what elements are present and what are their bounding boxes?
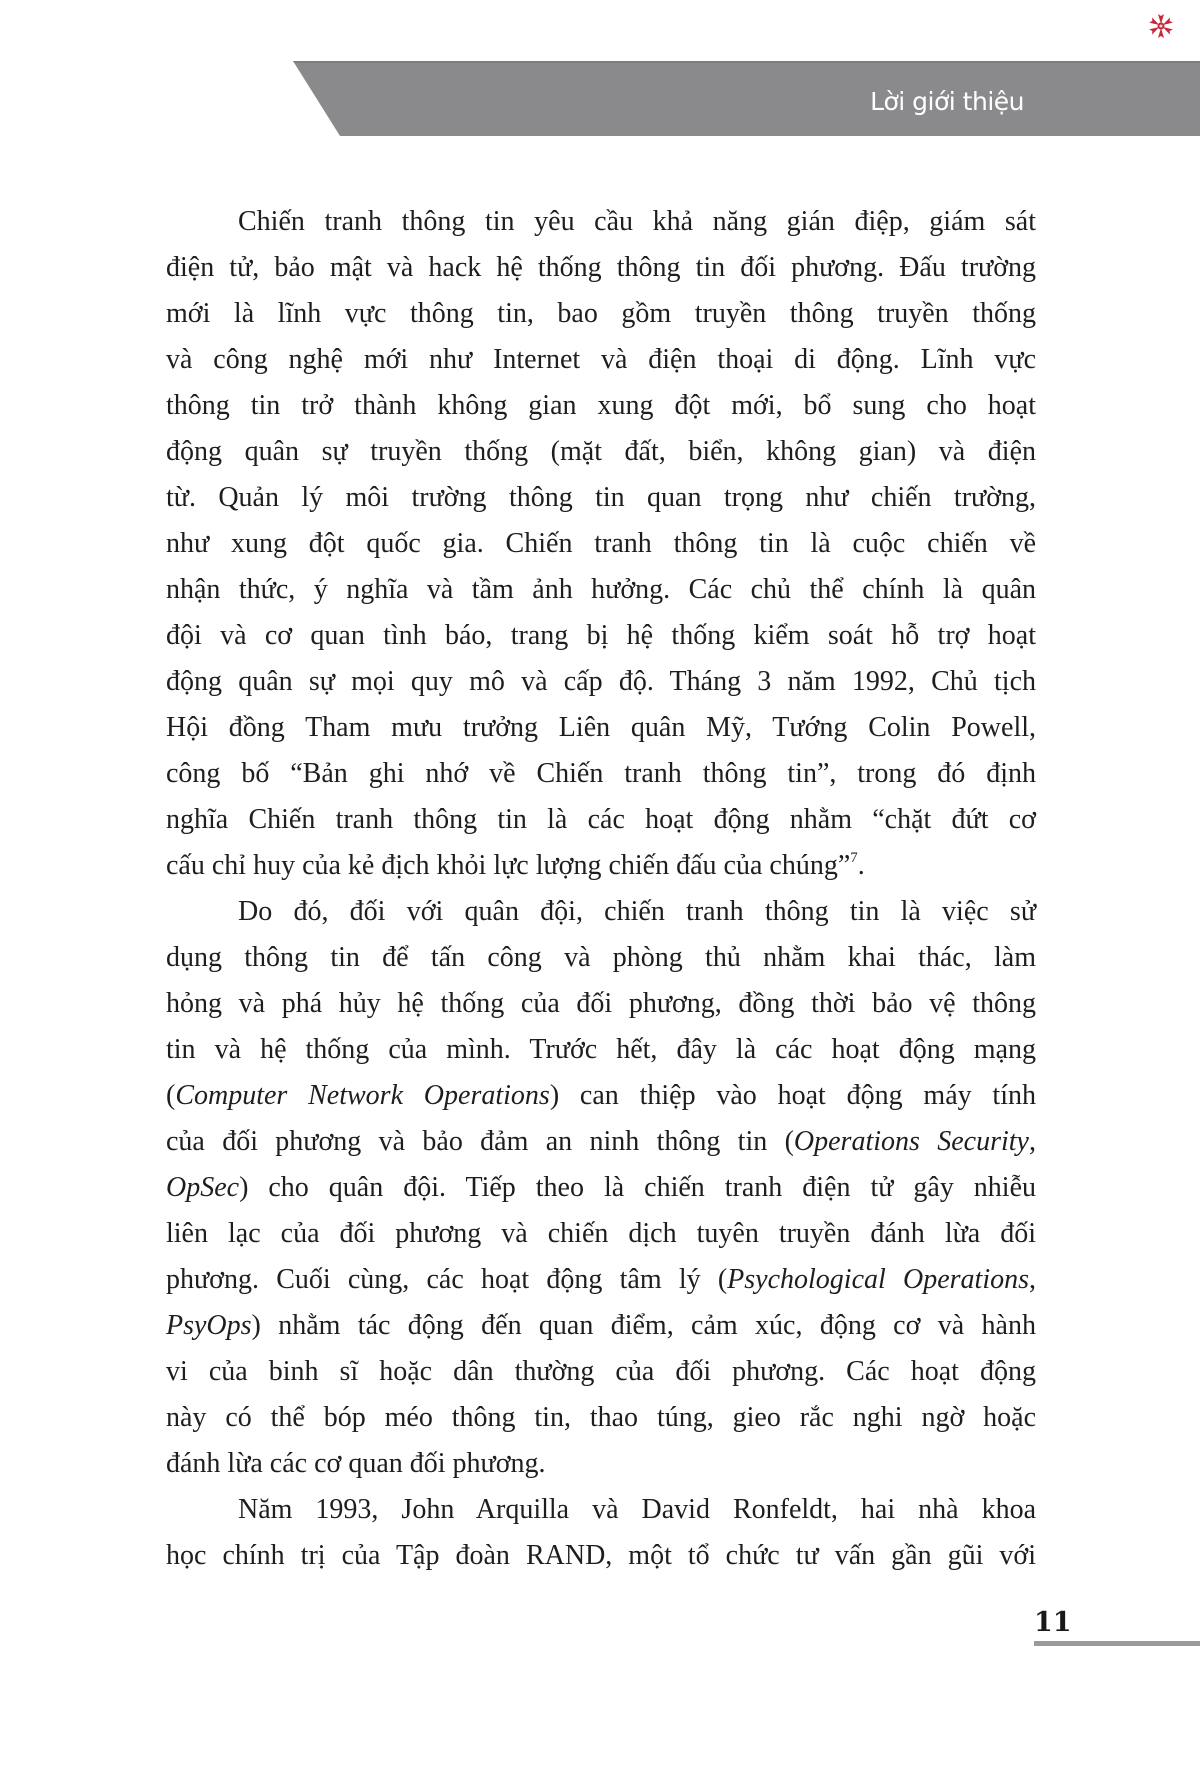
text-line: thông tin trở thành không gian xung đột mới, bổ sung cho hoạt (166, 390, 1036, 421)
text-line: dụng thông tin để tấn công và phòng thủ nhằm khai thác, làm (166, 942, 1036, 973)
text-line (166, 1073, 1036, 1119)
text-line: mới là lĩnh vực thông tin, bao gồm truyền thông truyền thống (166, 298, 1036, 329)
text-line-content: ) cho quân đội. Tiếp theo là chiến tranh điện tử gây nhiễu (239, 1172, 1036, 1203)
text-line: Chiến tranh thông tin yêu cầu khả năng gián điệp, giám sát (238, 206, 1036, 237)
text-line: học chính trị của Tập đoàn RAND, một tổ chức tư vấn gần gũi với (166, 1540, 1036, 1571)
text-line: đội và cơ quan tình báo, trang bị hệ thống kiểm soát hỗ trợ hoạt (166, 620, 1036, 651)
paragraph-1 (166, 199, 1036, 889)
text-line: nghĩa Chiến tranh thông tin là các hoạt động nhằm “chặt đứt cơ (166, 804, 1036, 835)
text-line: liên lạc của đối phương và chiến dịch tuyên truyền đánh lừa đối (166, 1218, 1036, 1249)
italic-term: Psychological Operations (727, 1264, 1029, 1295)
text-line-content: ) can thiệp vào hoạt động máy tính (549, 1080, 1036, 1111)
text-line: từ. Quản lý môi trường thông tin quan trọng như chiến trường, (166, 482, 1036, 513)
text-line (166, 1165, 1036, 1211)
text-line-content: , (1029, 1264, 1036, 1295)
paren-open: ( (166, 1080, 176, 1111)
paragraph-3 (166, 1487, 1036, 1579)
section-title: Lời giới thiệu (870, 87, 1024, 116)
text-line: Do đó, đối với quân đội, chiến tranh thông tin là việc sử (238, 896, 1036, 927)
text-line: này có thể bóp méo thông tin, thao túng, gieo rắc nghi ngờ hoặc (166, 1402, 1036, 1433)
text-line-content: cấu chỉ huy của kẻ địch khỏi lực lượng chiến đấu của chúng” (166, 850, 851, 881)
text-line: Hội đồng Tham mưu trưởng Liên quân Mỹ, Tướng Colin Powell, (166, 712, 1036, 743)
text-line: Năm 1993, John Arquilla và David Ronfeldt, hai nhà khoa (238, 1494, 1036, 1525)
text-line (166, 1303, 1036, 1349)
text-line: động quân sự mọi quy mô và cấp độ. Tháng 3 năm 1992, Chủ tịch (166, 666, 1036, 697)
end-punctuation: . (857, 850, 865, 881)
text-line-content: của đối phương và bảo đảm an ninh thông tin ( (166, 1126, 794, 1157)
page-number: 11 (1034, 1607, 1072, 1638)
text-line: như xung đột quốc gia. Chiến tranh thông tin là cuộc chiến về (166, 528, 1036, 559)
text-line-content: phương. Cuối cùng, các hoạt động tâm lý ( (166, 1264, 728, 1295)
text-line: và công nghệ mới như Internet và điện thoại di động. Lĩnh vực (166, 344, 1036, 375)
text-line: vi của binh sĩ hoặc dân thường của đối phương. Các hoạt động (166, 1356, 1036, 1387)
italic-term: Computer Network Operations (175, 1080, 550, 1111)
paragraph-2 (166, 889, 1036, 1487)
italic-term: Operations Security (793, 1126, 1029, 1157)
section-header-band (293, 61, 1200, 136)
text-line: điện tử, bảo mật và hack hệ thống thông tin đối phương. Đấu trường (166, 252, 1036, 283)
flower-ornament-icon (1147, 12, 1175, 40)
text-line: động quân sự truyền thống (mặt đất, biển, không gian) và điện (166, 436, 1036, 467)
text-line: nhận thức, ý nghĩa và tầm ảnh hưởng. Các chủ thể chính là quân (166, 574, 1036, 605)
text-line: tin và hệ thống của mình. Trước hết, đây là các hoạt động mạng (166, 1034, 1036, 1065)
text-line-content: ) nhằm tác động đến quan điểm, cảm xúc, động cơ và hành (251, 1310, 1036, 1341)
page-body (166, 199, 1036, 1579)
text-line: công bố “Bản ghi nhớ về Chiến tranh thông tin”, trong đó định (166, 758, 1036, 789)
footnote-marker[interactable]: 7 (850, 850, 858, 866)
text-line: đánh lừa các cơ quan đối phương. (166, 1448, 546, 1479)
page-number-rule (1034, 1641, 1200, 1646)
text-line (166, 1257, 1036, 1303)
text-line-content: , (1028, 1126, 1036, 1157)
italic-term: OpSec (166, 1172, 240, 1203)
text-line: hỏng và phá hủy hệ thống của đối phương, đồng thời bảo vệ thông (166, 988, 1036, 1019)
text-line (166, 1119, 1036, 1165)
italic-term: PsyOps (166, 1310, 252, 1341)
text-line (166, 843, 1036, 889)
